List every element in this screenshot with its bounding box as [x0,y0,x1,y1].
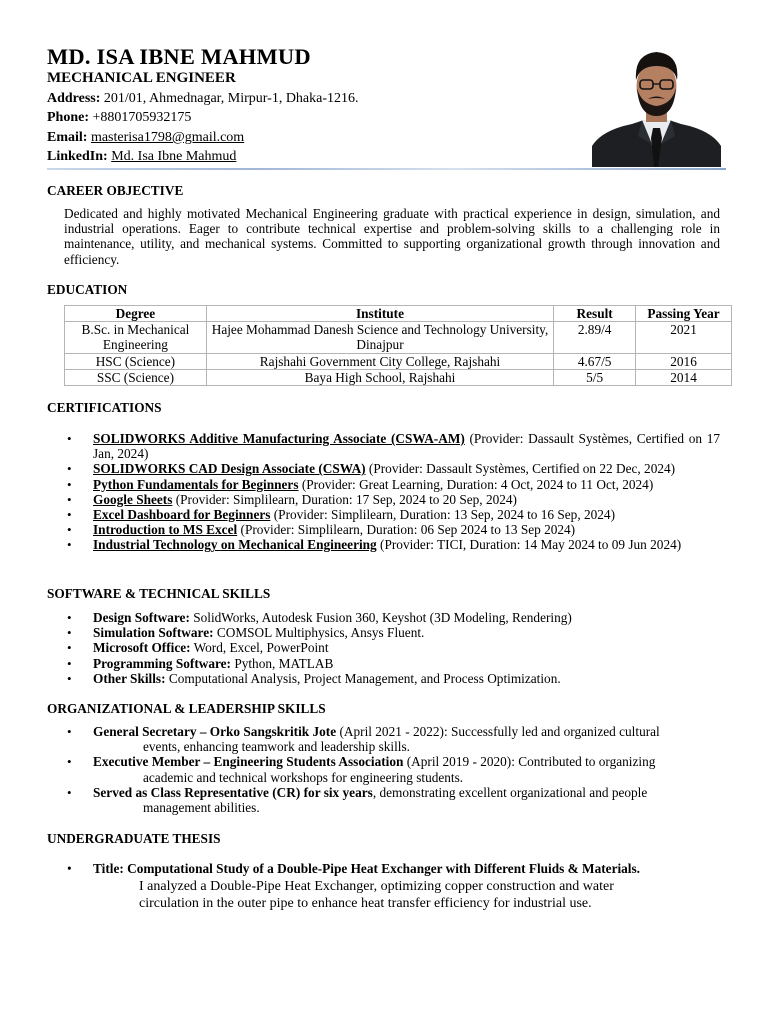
certification-detail: (Provider: Dassault Systèmes, Certified on 22 Dec, 2024) [365,461,676,477]
certification-detail: (Provider: Simplilearn, Duration: 06 Sep 2024 to 13 Sep 2024) [237,522,576,538]
bullet-icon: • [67,625,72,641]
table-row [65,353,732,369]
address-line [47,91,359,107]
bullet-icon: • [67,610,72,625]
header-divider [47,168,726,170]
certification-title: SOLIDWORKS Additive Manufacturing Associate (CSWA-AM) [93,431,465,446]
skill-label: Simulation Software: [93,625,214,641]
list-item [64,461,720,476]
phone-label: Phone: [47,110,89,125]
organizational-list [64,724,720,815]
bullet-icon: • [67,507,72,523]
institute-cell: Rajshahi Government City College, Rajshahi [206,353,553,369]
list-item [64,785,720,815]
bullet-icon: • [67,784,72,800]
thesis-description-line: I analyzed a Double-Pipe Heat Exchanger, optimizing copper construction and water [139,879,614,894]
table-row [65,369,732,385]
column-header: Degree [65,306,207,322]
result-cell: 2.89/4 [554,322,636,353]
certification-title: Python Fundamentals for Beginners [93,476,299,492]
bullet-icon: • [67,461,72,477]
address-value: 201/01, Ahmednagar, Mirpur-1, Dhaka-1216. [103,91,359,106]
skills-list [64,610,720,686]
linkedin-label: LinkedIn: [47,149,108,164]
linkedin-line [47,149,236,165]
bullet-icon: • [67,476,72,492]
list-item [64,656,720,671]
thesis-title: Title: Computational Study of a Double-Pipe Heat Exchanger with Different Fluids & Materials. [93,861,641,876]
bullet-icon: • [67,640,72,656]
org-detail: , demonstrating excellent organizational and people [372,784,648,800]
phone-line [47,110,191,126]
list-item [64,507,720,522]
skill-label: Microsoft Office: [93,640,191,656]
certification-title: Industrial Technology on Mechanical Engineering [93,537,377,553]
address-label: Address: [47,91,101,106]
org-detail: (April 2021 - 2022): Successfully led and organized cultural [336,724,660,739]
bullet-icon: • [67,491,72,507]
thesis-entry [64,861,724,912]
certification-detail: (Provider: Simplilearn, Duration: 17 Sep, 2024 to 20 Sep, 2024) [172,491,517,507]
skill-label: Programming Software: [93,655,231,671]
list-item [64,610,720,625]
certifications-heading: CERTIFICATIONS [47,400,162,415]
list-item [64,640,720,655]
thesis-heading: UNDERGRADUATE THESIS [47,831,221,846]
result-cell: 4.67/5 [554,353,636,369]
list-item [64,724,720,754]
education-heading: EDUCATION [47,282,128,297]
career-objective-text: Dedicated and highly motivated Mechanical Engineering graduate with practical experience in design, simulation, and industrial operations. Eager to contribute technical expertise and problem-solving skills to a challenging role in maintenance, utility, and mechanical systems. Committed to supporting organizational growth through innovation and efficiency. [64,206,720,267]
certifications-list [64,431,720,553]
certification-title: SOLIDWORKS CAD Design Associate (CSWA) [93,461,366,477]
skill-value: SolidWorks, Autodesk Fusion 360, Keyshot (3D Modeling, Rendering) [189,610,572,625]
degree-cell: HSC (Science) [65,353,207,369]
org-detail: (April 2019 - 2020): Contributed to organizing [403,754,656,770]
list-item [64,431,720,461]
column-header: Result [554,306,636,322]
bullet-icon: • [67,861,72,876]
list-item [64,625,720,640]
email-label: Email: [47,130,88,145]
org-role: Executive Member – Engineering Students Association [93,754,404,770]
skill-label: Other Skills: [93,670,166,686]
bullet-icon: • [67,655,72,671]
skill-value: COMSOL Multiphysics, Ansys Fluent. [213,625,425,641]
org-detail-continued: academic and technical workshops for engineering students. [143,769,464,785]
skill-value: Computational Analysis, Project Management, and Process Optimization. [165,670,561,686]
bullet-icon: • [67,431,72,446]
list-item [64,754,720,784]
profile-photo [592,44,721,167]
certification-detail: (Provider: TICI, Duration: 14 May 2024 to 09 Jun 2024) [376,537,682,553]
skill-value: Word, Excel, PowerPoint [190,640,329,656]
organizational-heading: ORGANIZATIONAL & LEADERSHIP SKILLS [47,701,326,716]
institute-cell: Baya High School, Rajshahi [206,369,553,385]
bullet-icon: • [67,754,72,770]
column-header: Passing Year [636,306,732,322]
degree-cell: SSC (Science) [65,369,207,385]
certification-title: Excel Dashboard for Beginners [93,507,271,523]
certification-title: Introduction to MS Excel [93,522,238,538]
email-link[interactable]: masterisa1798@gmail.com [90,130,245,145]
education-table [64,305,732,386]
org-detail-continued: events, enhancing teamwork and leadership skills. [143,739,410,755]
education-header-row [65,306,732,322]
result-cell: 5/5 [554,369,636,385]
career-objective-heading: CAREER OBJECTIVE [47,183,184,198]
skill-value: Python, MATLAB [231,655,334,671]
certification-detail: (Provider: Dassault Systèmes, Certified on 17 Jan, 2024) [93,431,720,462]
bullet-icon: • [67,537,72,553]
org-detail-continued: management abilities. [143,800,260,816]
thesis-description [64,879,724,912]
year-cell: 2016 [636,353,732,369]
list-item [64,537,720,552]
list-item [64,522,720,537]
degree-cell: B.Sc. in Mechanical Engineering [65,322,207,353]
list-item [64,671,720,686]
list-item [64,492,720,507]
column-header: Institute [206,306,553,322]
certification-title: Google Sheets [93,491,173,507]
table-row [65,322,732,353]
org-role: General Secretary – Orko Sangskritik Jote [93,724,337,739]
phone-value: +8801705932175 [92,110,192,125]
skills-heading: SOFTWARE & TECHNICAL SKILLS [47,586,271,601]
candidate-name: MD. ISA IBNE MAHMUD [47,44,311,69]
job-title: MECHANICAL ENGINEER [47,70,236,86]
linkedin-link[interactable]: Md. Isa Ibne Mahmud [111,149,237,164]
profile-photo-image [592,44,721,167]
bullet-icon: • [67,724,72,739]
certification-detail: (Provider: Great Learning, Duration: 4 Oct, 2024 to 11 Oct, 2024) [298,476,654,492]
thesis-description-line: circulation in the outer pipe to enhance heat transfer efficiency for industrial use. [139,895,592,911]
certification-detail: (Provider: Simplilearn, Duration: 13 Sep, 2024 to 16 Sep, 2024) [270,507,615,523]
year-cell: 2021 [636,322,732,353]
bullet-icon: • [67,522,72,538]
institute-cell: Hajee Mohammad Danesh Science and Technology University, Dinajpur [206,322,553,353]
org-role: Served as Class Representative (CR) for six years [93,784,373,800]
year-cell: 2014 [636,369,732,385]
bullet-icon: • [67,670,72,686]
skill-label: Design Software: [93,610,190,625]
list-item [64,477,720,492]
thesis-title-line [64,861,724,877]
email-line [47,130,244,146]
